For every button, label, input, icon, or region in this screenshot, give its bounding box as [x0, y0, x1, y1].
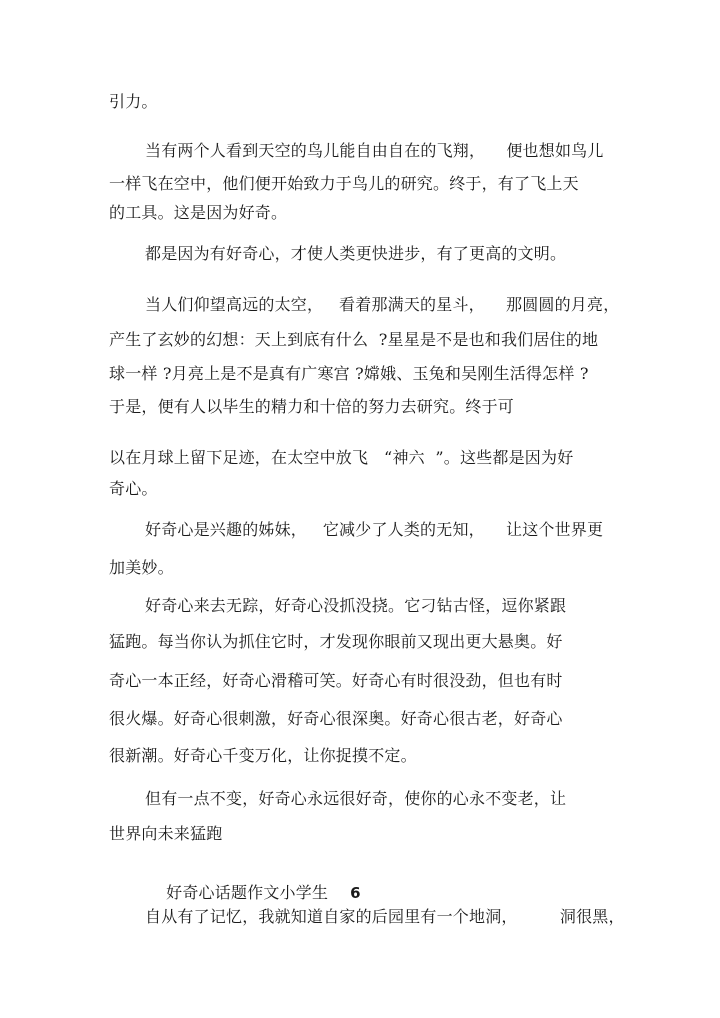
text-line: 当人们仰望高远的太空， 看着那满天的星斗， 那圆圆的月亮，	[145, 295, 620, 314]
text-line: 于是，便有人以毕生的精力和十倍的努力去研究。终于可	[109, 397, 515, 416]
text-line: 但有一点不变，好奇心永远很好奇，使你的心永不变老，让	[145, 789, 567, 808]
section-heading-number: 6	[350, 884, 361, 902]
text-line: 产生了玄妙的幻想：天上到底有什么 ?星星是不是也和我们居住的地	[109, 330, 599, 349]
text-line: 奇心。	[109, 479, 158, 498]
text-line: 以在月球上留下足迹，在太空中放飞 “神六 ”。这些都是因为好	[109, 448, 574, 467]
text-line: 好奇心是兴趣的姊妹， 它减少了人类的无知， 让这个世界更	[145, 520, 604, 539]
text-line: 当有两个人看到天空的鸟儿能自由自在的飞翔， 便也想如鸟儿	[145, 141, 604, 160]
text-line: 奇心一本正经，好奇心滑稽可笑。好奇心有时很没劲，但也有时	[109, 671, 563, 690]
text-line: 一样飞在空中，他们便开始致力于鸟儿的研究。终于，有了飞上天	[109, 174, 579, 193]
text-line: 加美妙。	[109, 558, 174, 577]
text-line: 引力。	[109, 92, 158, 111]
text-line: 世界向未来猛跑	[109, 824, 223, 843]
text-line: 都是因为有好奇心，才使人类更快进步，有了更高的文明。	[145, 244, 567, 263]
text-line: 好奇心来去无踪，好奇心没抓没挠。它刁钻古怪，逗你紧跟	[145, 596, 567, 615]
text-line: 猛跑。每当你认为抓住它时，才发现你眼前又现出更大悬奥。好	[109, 632, 563, 651]
text-line: 球一样 ?月亮上是不是真有广寒宫 ?嫦娥、玉兔和吴刚生活得怎样 ?	[109, 364, 589, 383]
text-line: 自从有了记忆，我就知道自家的后园里有一个地洞， 洞很黑，	[145, 907, 625, 926]
text-line: 很新潮。好奇心千变万化，让你捉摸不定。	[109, 746, 417, 765]
section-heading-text: 好奇心话题作文小学生	[166, 883, 329, 902]
text-line: 的工具。这是因为好奇。	[109, 203, 288, 222]
text-line: 很火爆。好奇心很刺激，好奇心很深奥。好奇心很古老，好奇心	[109, 709, 563, 728]
